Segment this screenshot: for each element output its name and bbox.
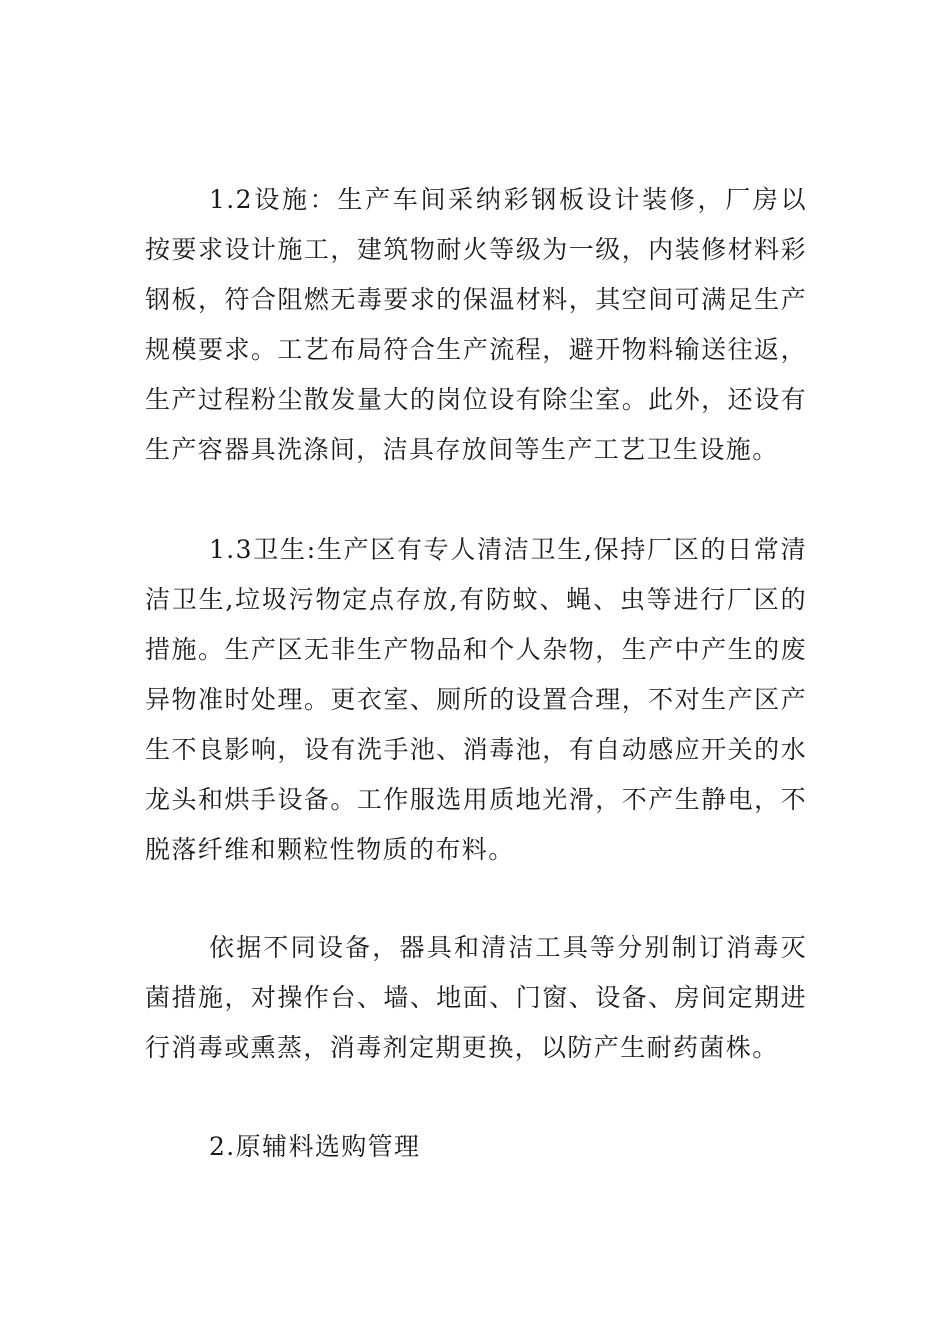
section-heading-raw-materials: 2.原辅料选购管理: [209, 1132, 421, 1161]
paragraph-disinfection: 依据不同设备，器具和清洁工具等分别制订消毒灭菌措施，对操作台、墙、地面、门窗、设备、房间定期进行消毒或熏蒸，消毒剂定期更换，以防产生耐药菌株。: [145, 933, 807, 1062]
paragraph-hygiene: 1.3卫生:生产区有专人清洁卫生,保持厂区的日常清洁卫生,垃圾污物定点存放,有防蚊、蝇、虫等进行厂区的措施。生产区无非生产物品和个人杂物，生产中产生的废异物准时处理。更衣室、厕所的设置合理，不对生产区产生不良影响，设有洗手池、消毒池，有自动感应开关的水龙头和烘手设备。工作服选用质地光滑，不产生静电，不脱落纤维和颗粒性物质的布料。: [145, 535, 807, 864]
paragraph-facilities: 1.2设施：生产车间采纳彩钢板设计装修，厂房以按要求设计施工，建筑物耐火等级为一级，内装修材料彩钢板，符合阻燃无毒要求的保温材料，其空间可满足生产规模要求。工艺布局符合生产流程，避开物料输送往返，生产过程粉尘散发量大的岗位设有除尘室。此外，还设有生产容器具洗涤间，洁具存放间等生产工艺卫生设施。: [145, 185, 807, 464]
